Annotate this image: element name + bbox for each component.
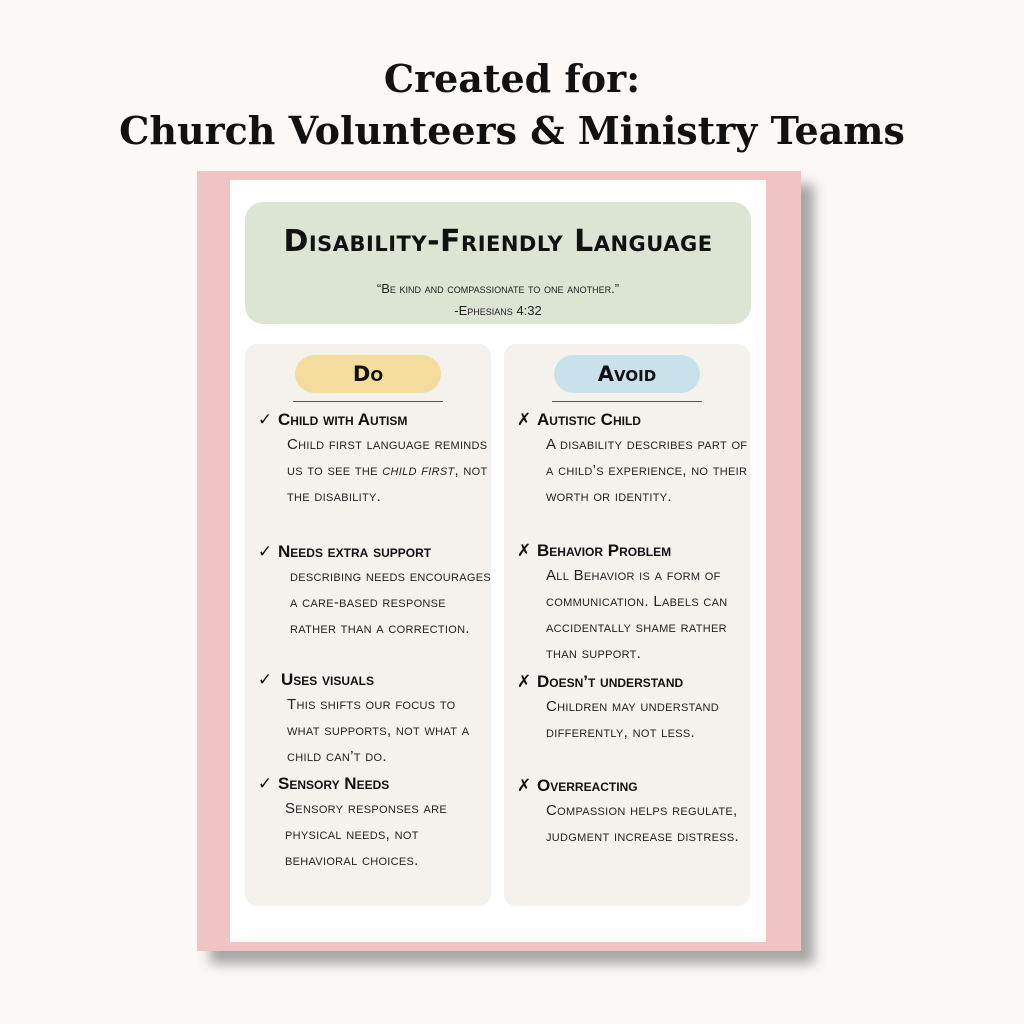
do-item-title: Child with Autism xyxy=(278,410,408,429)
check-icon: ✓ xyxy=(257,774,273,794)
title-box xyxy=(245,202,751,324)
avoid-item-title: Overreacting xyxy=(537,776,638,795)
check-icon: ✓ xyxy=(257,410,273,430)
do-label-pill: Do xyxy=(295,355,441,393)
scripture-reference: -Ephesians 4:32 xyxy=(454,303,542,318)
do-item-body: Child first language reminds us to see the child first, not the disability. xyxy=(287,436,488,505)
do-column xyxy=(245,344,491,906)
check-icon: ✓ xyxy=(257,542,273,562)
avoid-item xyxy=(504,539,750,662)
avoid-item-title: Autistic Child xyxy=(537,410,641,429)
do-item-title: Sensory Needs xyxy=(278,774,390,793)
do-item xyxy=(245,668,491,765)
scripture-quote: “Be kind and compassionate to one another.” xyxy=(376,281,620,296)
avoid-item-title: Doesn’t understand xyxy=(537,672,684,691)
do-item xyxy=(245,540,492,637)
heading-created-for: Created for: xyxy=(383,56,641,101)
printable-sheet xyxy=(197,171,801,951)
do-item xyxy=(245,772,491,869)
do-item xyxy=(245,408,491,505)
avoid-item xyxy=(504,408,750,505)
cross-icon: ✗ xyxy=(516,776,532,796)
cross-icon: ✗ xyxy=(516,672,532,692)
avoid-divider xyxy=(552,401,702,402)
avoid-item-body: A disability describes part of a child’s experience, no their worth or identity. xyxy=(546,436,748,505)
avoid-item xyxy=(504,670,750,741)
avoid-column xyxy=(504,344,750,906)
do-item-body: Sensory responses are physical needs, not behavioral choices. xyxy=(285,800,447,869)
do-item-body: describing needs encourages a care-based response rather than a correction. xyxy=(290,568,492,637)
sheet-page xyxy=(230,180,766,942)
do-item-title: Uses visuals xyxy=(281,670,375,689)
avoid-item-title: Behavior Problem xyxy=(537,541,672,560)
check-icon: ✓ xyxy=(257,670,273,690)
sheet-title: Disability-Friendly Language xyxy=(283,224,713,259)
do-item-title: Needs extra support xyxy=(278,542,432,561)
do-divider xyxy=(293,401,443,402)
heading-audience: Church Volunteers & Ministry Teams xyxy=(119,108,905,153)
do-item-body: This shifts our focus to what supports, not what a child can’t do. xyxy=(287,696,470,765)
avoid-item-body: Children may understand differently, not less. xyxy=(546,698,719,741)
cross-icon: ✗ xyxy=(516,410,532,430)
avoid-label-pill: Avoid xyxy=(554,355,700,393)
avoid-item xyxy=(504,774,750,845)
avoid-item-body: All Behavior is a form of communication. Labels can accidentally shame rather than support. xyxy=(546,567,728,662)
cross-icon: ✗ xyxy=(516,541,532,561)
avoid-item-body: Compassion helps regulate, judgment increase distress. xyxy=(546,802,739,845)
